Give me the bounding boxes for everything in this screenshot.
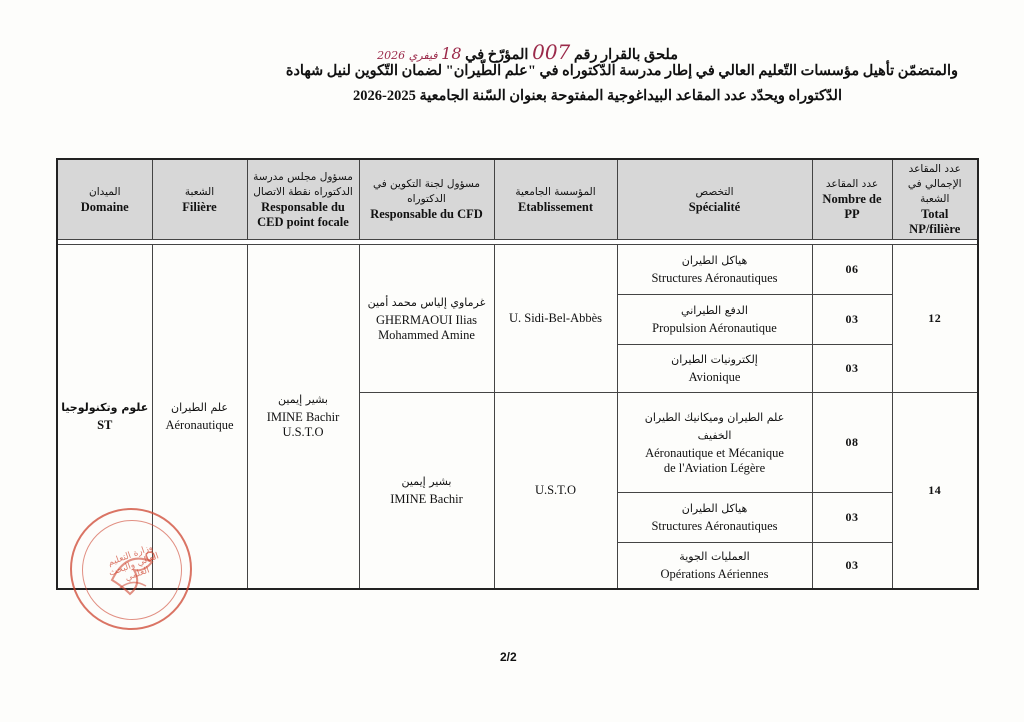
specialite-cell: الدفع الطيراني Propulsion Aéronautique	[617, 295, 812, 345]
header-filiere: الشعبة Filière	[152, 159, 247, 240]
table-header-row	[57, 159, 978, 240]
specialite-cell: علم الطيران وميكانيك الطيران الخفيف Aéronautique et Mécanique de l'Aviation Légère	[617, 393, 812, 493]
official-stamp	[70, 508, 192, 630]
seats-table	[56, 158, 979, 590]
specialite-cell: هياكل الطيران Structures Aéronautiques	[617, 245, 812, 295]
cfd-cell-1: غرماوي إلياس محمد أمين GHERMAOUI Ilias Mohammed Amine	[359, 245, 494, 393]
header-specialite: التخصص Spécialité	[617, 159, 812, 240]
header-pp: عدد المقاعد Nombre de PP	[812, 159, 892, 240]
table-row	[57, 245, 978, 295]
total-cell-1: 12	[892, 245, 978, 393]
header-ced: مسؤول مجلس مدرسة الدكتوراه نقطة الاتصال Responsable du CED point focale	[247, 159, 359, 240]
specialite-cell: هياكل الطيران Structures Aéronautiques	[617, 493, 812, 543]
etablissement-cell-2: U.S.T.O	[494, 393, 617, 589]
pp-cell: 03	[812, 345, 892, 393]
domaine-cell: علوم وتكنولوجيا ST	[57, 245, 152, 589]
filiere-cell: علم الطيران Aéronautique	[152, 245, 247, 589]
date-month: فيفري	[408, 49, 438, 62]
specialite-cell: العمليات الجوية Opérations Aériennes	[617, 543, 812, 589]
decree-label: ملحق بالقرار رقم	[573, 47, 678, 63]
etablissement-cell-1: U. Sidi-Bel-Abbès	[494, 245, 617, 393]
dated-label: المؤرّخ في	[465, 47, 529, 63]
decision-number: 007	[532, 40, 571, 64]
pp-cell: 03	[812, 295, 892, 345]
header-etablissement: المؤسسة الجامعية Etablissement	[494, 159, 617, 240]
header-line-1	[377, 40, 678, 64]
header-line-3: الدّكتوراه ويحدّد عدد المقاعد البيداغوجية المفتوحة بعنوان السّنة الجامعية 2025-2026	[353, 88, 842, 104]
pp-cell: 08	[812, 393, 892, 493]
date-day: 18	[441, 44, 462, 63]
ced-cell: بشير إيمين IMINE Bachir U.S.T.O	[247, 245, 359, 589]
pp-cell: 03	[812, 493, 892, 543]
page-number: 2/2	[500, 650, 517, 664]
total-cell-2: 14	[892, 393, 978, 589]
header-total: عدد المقاعد الإجمالي في الشعبة Total NP/filière	[892, 159, 978, 240]
pp-cell: 06	[812, 245, 892, 295]
stamp-text: وزارة التعليم العالي والبحث العلمي	[106, 542, 161, 584]
cfd-cell-2: بشير إيمين IMINE Bachir	[359, 393, 494, 589]
header-domaine: الميدان Domaine	[57, 159, 152, 240]
specialite-cell: إلكترونيات الطيران Avionique	[617, 345, 812, 393]
date-year: 2026	[377, 49, 406, 62]
pp-cell: 03	[812, 543, 892, 589]
header-line-2: والمتضمّن تأهيل مؤسسات التّعليم العالي في إطار مدرسة الدّكتوراه في "علم الطّيران" لضمان التّكوين لنيل شهادة	[285, 63, 958, 79]
header-cfd: مسؤول لجنة التكوين في الدكتوراه Responsable du CFD	[359, 159, 494, 240]
